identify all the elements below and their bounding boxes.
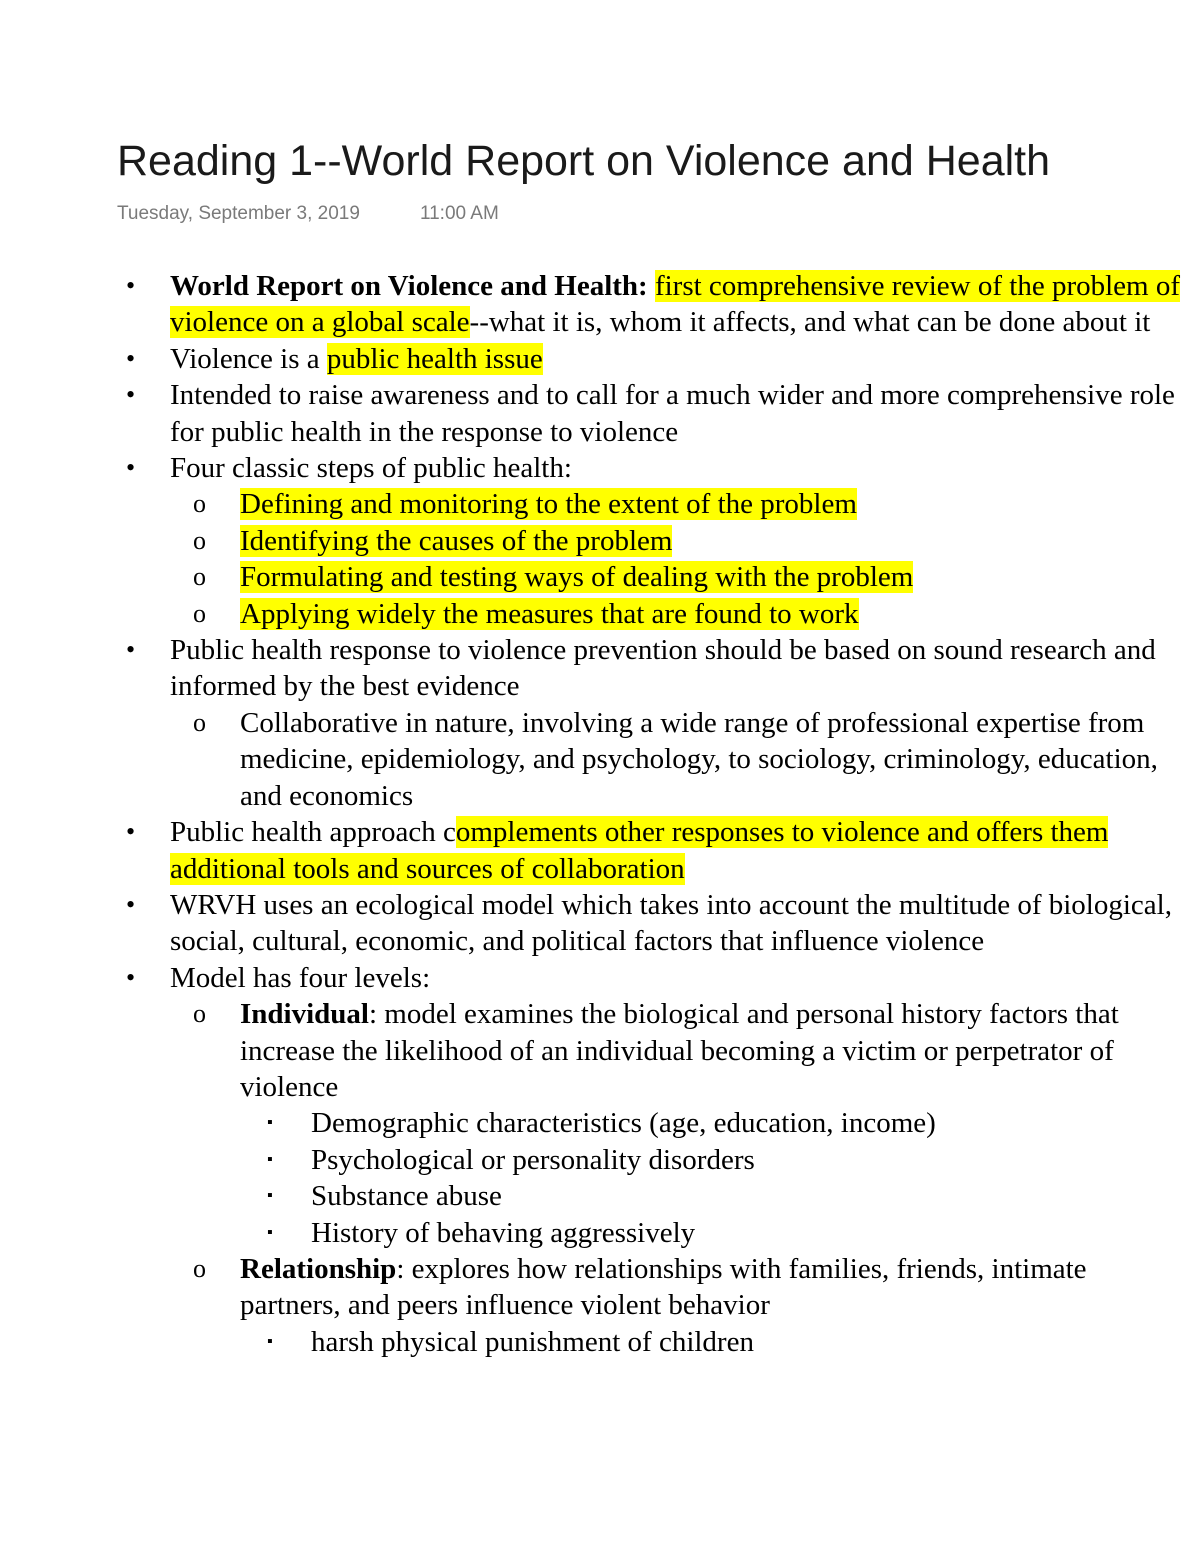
item-text: --what it is, whom it affects, and what can be done about it — [469, 306, 1151, 339]
circle-bullet-icon: o — [193, 489, 206, 519]
list-item — [0, 450, 1180, 632]
item-text: Public health approach c — [170, 816, 456, 849]
highlighted-text: Formulating and testing ways of dealing with the problem — [240, 561, 914, 594]
sub-sub-list-item — [0, 1215, 1180, 1251]
page-title: Reading 1--World Report on Violence and Health — [117, 137, 1051, 185]
bold-term: Relationship — [240, 1252, 397, 1285]
circle-bullet-icon: o — [193, 999, 206, 1029]
item-text: History of behaving aggressively — [311, 1216, 696, 1249]
main-bullet-list — [0, 268, 1180, 1360]
sub-sub-list-item — [0, 1178, 1180, 1214]
item-text: Public health response to violence prevention should be based on sound research and informed by the best evidence — [170, 634, 1156, 703]
item-text: : model examines the biological and personal history factors that increase the likelihood of an individual becoming a victim or perpetrator of violence — [240, 998, 1119, 1103]
item-text: Model has four levels: — [170, 961, 431, 994]
list-item — [0, 377, 1180, 450]
disc-bullet-icon: • — [126, 343, 136, 373]
list-item — [0, 268, 1180, 341]
item-text: Demographic characteristics (age, education, income) — [311, 1107, 936, 1140]
item-text: harsh physical punishment of children — [311, 1325, 754, 1358]
page-meta — [117, 202, 499, 226]
disc-bullet-icon: • — [126, 380, 136, 410]
item-text: : explores how relationships with families, friends, intimate partners, and peers influence violent behavior — [240, 1252, 1087, 1322]
highlighted-text: Defining and monitoring to the extent of the problem — [240, 488, 857, 521]
list-item — [0, 814, 1180, 887]
disc-bullet-icon: • — [126, 817, 136, 847]
item-text: Collaborative in nature, involving a wide range of professional expertise from medicine, epidemiology, and psychology, to sociology, criminology, education, and economics — [240, 706, 1158, 812]
sub-list-item — [0, 705, 1180, 814]
sub-bullet-list — [170, 705, 1180, 814]
disc-bullet-icon: • — [126, 635, 136, 665]
item-text: Four classic steps of public health: — [170, 452, 572, 485]
disc-bullet-icon: • — [126, 271, 136, 300]
circle-bullet-icon: o — [193, 525, 206, 555]
square-bullet-icon: ▪ — [267, 1223, 273, 1241]
item-text: WRVH uses an ecological model which takes into account the multitude of biological, social, cultural, economic, and political factors that influence violence — [170, 888, 1172, 958]
circle-bullet-icon: o — [193, 598, 206, 628]
sub-list-item — [0, 559, 1180, 595]
disc-bullet-icon: • — [126, 453, 136, 483]
sub-list-item — [0, 1251, 1180, 1360]
list-item — [0, 960, 1180, 1360]
square-bullet-icon: ▪ — [267, 1114, 273, 1132]
item-text: Intended to raise awareness and to call for a much wider and more comprehensive role for public health in the response to violence — [170, 379, 1175, 448]
sub-sub-list-item — [0, 1105, 1180, 1141]
sub-list-item — [0, 523, 1180, 559]
highlighted-text: Identifying the causes of the problem — [240, 524, 673, 557]
sub-list-item — [0, 596, 1180, 632]
sub-bullet-list — [170, 996, 1180, 1360]
item-text: Violence is a — [170, 342, 327, 375]
sub-sub-list-item — [0, 1324, 1180, 1360]
page-date: Tuesday, September 3, 2019 — [117, 203, 360, 224]
note-body — [0, 268, 1180, 1360]
sub-list-item — [0, 996, 1180, 1251]
circle-bullet-icon: o — [193, 562, 206, 592]
highlighted-text: Applying widely the measures that are found to work — [240, 597, 859, 630]
page-time: 11:00 AM — [419, 203, 499, 224]
square-bullet-icon: ▪ — [267, 1150, 273, 1168]
sub-list-item — [0, 486, 1180, 522]
sub-sub-bullet-list — [240, 1324, 1180, 1360]
item-text: Psychological or personality disorders — [311, 1143, 755, 1176]
sub-sub-bullet-list — [240, 1105, 1180, 1251]
circle-bullet-icon: o — [193, 1253, 206, 1283]
list-item — [0, 632, 1180, 814]
list-item — [0, 887, 1180, 960]
highlighted-text: public health issue — [326, 342, 543, 375]
highlighted-text: omplements other responses to violence and offers them additional tools and sources of collaboration — [170, 816, 1109, 885]
bold-term: Individual — [240, 998, 369, 1031]
circle-bullet-icon: o — [193, 707, 206, 737]
square-bullet-icon: ▪ — [267, 1187, 273, 1205]
list-item — [0, 341, 1180, 377]
square-bullet-icon: ▪ — [267, 1332, 273, 1350]
disc-bullet-icon: • — [126, 962, 136, 992]
highlighted-text: first comprehensive review of the problem of violence on a global scale — [170, 270, 1180, 339]
bold-term: World Report on Violence and Health: — [170, 270, 648, 302]
sub-sub-list-item — [0, 1142, 1180, 1178]
sub-bullet-list — [170, 486, 1180, 632]
item-text: Substance abuse — [311, 1180, 502, 1213]
disc-bullet-icon: • — [126, 889, 136, 919]
